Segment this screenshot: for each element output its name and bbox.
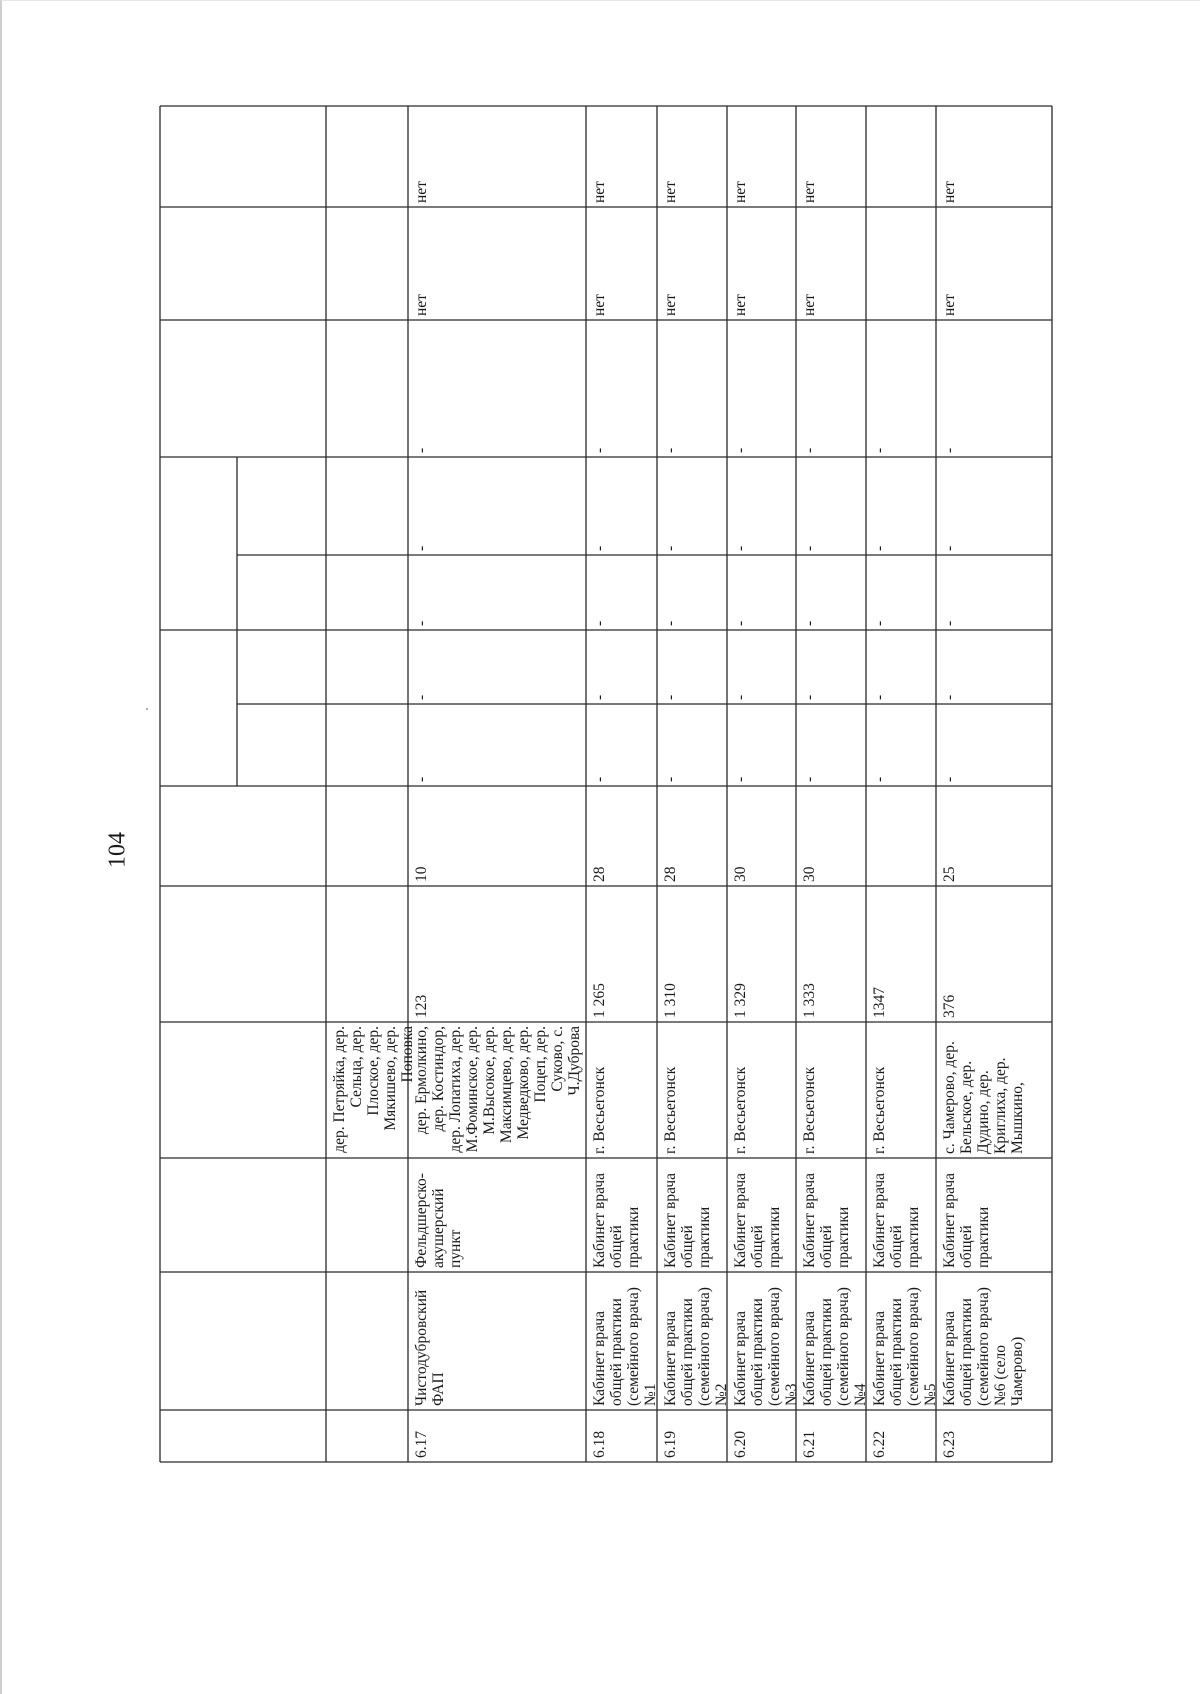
row-3-visits-oms-text: - (662, 694, 679, 700)
row-3-rented-text: нет (662, 294, 679, 316)
row-4-hosp-oms (727, 457, 796, 555)
row-1-settlements (408, 1022, 586, 1158)
header-type (160, 1158, 326, 1272)
row-4-settlements (727, 1022, 796, 1158)
row-4-capacity-text: 30 (732, 866, 749, 882)
row-5-hosp-oms-text: - (801, 545, 818, 551)
page-number-text: 104 (104, 832, 131, 868)
header-num (160, 1410, 326, 1462)
row-2-visits-total (586, 704, 657, 786)
row-5-num (796, 1410, 866, 1462)
row-7-hosp-oms (936, 457, 1052, 555)
row-7-beds (936, 320, 1052, 457)
row-1-beds (408, 320, 586, 457)
header-visits-total (237, 704, 326, 786)
row-1-rented-text: нет (413, 294, 430, 316)
row-4-hosp-total-text: - (732, 620, 749, 626)
row-7-visits-oms-text: - (941, 694, 958, 700)
row-3-hosp-oms (657, 457, 727, 555)
row-4-population-text: 1 329 (732, 983, 749, 1018)
row-4-rented-text: нет (732, 294, 749, 316)
row-3-hosp-total-text: - (662, 620, 679, 626)
row-5-beds-text: - (801, 447, 818, 453)
row-0-repair (326, 106, 408, 207)
row-7-name (936, 1272, 1052, 1410)
row-1-capacity (408, 786, 586, 886)
row-7-visits-total (936, 704, 1052, 786)
row-6-settlements (866, 1022, 936, 1158)
row-6-repair (866, 106, 936, 207)
row-3-rented (657, 207, 727, 320)
row-0-capacity (326, 786, 408, 886)
row-1-rented (408, 207, 586, 320)
row-7-beds-text: - (941, 447, 958, 453)
row-7-type-text: Кабинет врача общей практики (941, 1172, 992, 1268)
row-7-population-text: 376 (941, 994, 958, 1018)
row-3-visits-total (657, 704, 727, 786)
row-5-visits-total (796, 704, 866, 786)
row-0-hosp-total (326, 555, 408, 630)
row-3-settlements (657, 1022, 727, 1158)
row-7-hosp-oms-text: - (941, 545, 958, 551)
row-5-hosp-total (796, 555, 866, 630)
row-2-capacity (586, 786, 657, 886)
row-4-population (727, 886, 796, 1022)
row-3-hosp-oms-text: - (662, 545, 679, 551)
row-4-type (727, 1158, 796, 1272)
row-4-type-text: Кабинет врача общей практики (732, 1172, 783, 1268)
row-0-rented (326, 207, 408, 320)
row-0-hosp-oms (326, 457, 408, 555)
row-5-rented-text: нет (801, 294, 818, 316)
row-5-beds (796, 320, 866, 457)
row-6-rented (866, 207, 936, 320)
row-3-beds (657, 320, 727, 457)
row-7-num-text: 6.23 (941, 1430, 958, 1458)
row-1-population-text: 123 (413, 994, 430, 1018)
row-5-repair (796, 106, 866, 207)
row-2-hosp-oms-text: - (591, 545, 608, 551)
row-6-visits-total-text: - (871, 776, 888, 782)
row-7-capacity-text: 25 (941, 866, 958, 882)
row-2-num-text: 6.18 (591, 1430, 608, 1458)
row-3-population-text: 1 310 (662, 983, 679, 1018)
row-4-visits-oms (727, 630, 796, 704)
row-2-repair (586, 106, 657, 207)
row-3-num-text: 6.19 (662, 1430, 679, 1458)
row-4-capacity (727, 786, 796, 886)
row-5-num-text: 6.21 (801, 1430, 818, 1458)
row-6-visits-oms (866, 630, 936, 704)
header-visits (160, 630, 237, 786)
row-1-repair-text: нет (413, 181, 430, 203)
row-4-rented (727, 207, 796, 320)
row-4-repair-text: нет (732, 181, 749, 203)
scan-speck (146, 708, 148, 710)
row-4-beds-text: - (732, 447, 749, 453)
row-3-visits-oms (657, 630, 727, 704)
row-2-beds (586, 320, 657, 457)
row-6-name (866, 1272, 939, 1410)
row-4-repair (727, 106, 796, 207)
row-5-settlements-text: г. Весьегонск (801, 1066, 818, 1154)
row-0-settlements-text: дер. Петряйка, дер. Сельца, дер. Плоское, дер. Мякишево, дер. Поповка (331, 1026, 416, 1153)
row-6-beds-text: - (871, 447, 888, 453)
row-1-beds-text: - (413, 447, 430, 453)
row-2-hosp-total (586, 555, 657, 630)
row-1-num-text: 6.17 (413, 1430, 430, 1458)
header-hosp (160, 457, 237, 630)
row-2-capacity-text: 28 (591, 866, 608, 882)
row-0-population (326, 886, 408, 1022)
row-2-settlements (586, 1022, 657, 1158)
row-1-repair (408, 106, 586, 207)
row-4-num-text: 6.20 (732, 1430, 749, 1458)
row-1-type-text: Фельдшерско-акушерский пункт (413, 1173, 464, 1268)
row-4-hosp-oms-text: - (732, 545, 749, 551)
row-0-beds (326, 320, 408, 457)
row-6-type-text: Кабинет врача общей практики (871, 1172, 922, 1268)
row-6-hosp-total-text: - (871, 620, 888, 626)
row-2-type-text: Кабинет врача общей практики (591, 1172, 642, 1268)
row-1-population (408, 886, 586, 1022)
row-6-hosp-oms (866, 457, 936, 555)
row-3-repair (657, 106, 727, 207)
row-3-capacity-text: 28 (662, 866, 679, 882)
row-3-settlements-text: г. Весьегонск (662, 1066, 679, 1154)
header-capacity (160, 786, 326, 886)
header-rented (160, 207, 326, 320)
row-7-num (936, 1410, 1052, 1462)
row-1-visits-total (408, 704, 586, 786)
row-1-num (408, 1410, 586, 1462)
row-5-rented (796, 207, 866, 320)
row-7-rented-text: нет (941, 294, 958, 316)
row-2-type (586, 1158, 657, 1272)
row-5-visits-oms (796, 630, 866, 704)
row-7-capacity (936, 786, 1052, 886)
row-7-visits-total-text: - (941, 776, 958, 782)
row-2-visits-oms (586, 630, 657, 704)
row-6-beds (866, 320, 936, 457)
row-7-hosp-total-text: - (941, 620, 958, 626)
row-5-capacity (796, 786, 866, 886)
row-3-visits-total-text: - (662, 776, 679, 782)
row-5-settlements (796, 1022, 866, 1158)
row-2-visits-oms-text: - (591, 694, 608, 700)
row-5-population-text: 1 333 (801, 983, 818, 1018)
row-4-visits-total-text: - (732, 776, 749, 782)
row-0-num (326, 1410, 408, 1462)
row-4-name (727, 1272, 800, 1410)
row-1-name (408, 1272, 586, 1410)
row-0-settlements (326, 1022, 416, 1158)
row-1-capacity-text: 10 (413, 866, 430, 882)
row-5-name-text: Кабинет врача общей практики (семейного врача) №4 (801, 1287, 869, 1406)
row-0-name (326, 1272, 408, 1410)
row-4-hosp-total (727, 555, 796, 630)
header-beds (160, 320, 326, 457)
row-2-hosp-oms (586, 457, 657, 555)
row-7-visits-oms (936, 630, 1052, 704)
header-settlements (160, 1022, 326, 1158)
row-3-capacity (657, 786, 727, 886)
row-5-type (796, 1158, 866, 1272)
header-visits-oms (237, 630, 326, 704)
row-7-repair (936, 106, 1052, 207)
row-1-settlements-text: дер. Ермолкино, дер. Костиндор, дер. Лопатиха, дер. М.Фоминское, дер. М.Высокое, дер. Максимцево, дер. Медведково, дер. Поцеп, дер. Суково, с. Ч.Дуброва (413, 1026, 583, 1153)
row-1-hosp-total (408, 555, 586, 630)
row-6-population (866, 886, 936, 1022)
row-5-type-text: Кабинет врача общей практики (801, 1172, 852, 1268)
row-7-type (936, 1158, 1052, 1272)
row-2-population-text: 1 265 (591, 983, 608, 1018)
header-name (160, 1272, 326, 1410)
row-1-visits-total-text: - (413, 776, 430, 782)
row-3-type (657, 1158, 727, 1272)
row-6-visits-total (866, 704, 936, 786)
row-7-population (936, 886, 1052, 1022)
row-6-visits-oms-text: - (871, 694, 888, 700)
row-3-num (657, 1410, 727, 1462)
row-1-type (408, 1158, 586, 1272)
row-7-settlements (936, 1022, 1052, 1158)
row-4-visits-oms-text: - (732, 694, 749, 700)
row-2-rented (586, 207, 657, 320)
row-4-visits-total (727, 704, 796, 786)
row-2-hosp-total-text: - (591, 620, 608, 626)
row-2-beds-text: - (591, 447, 608, 453)
row-2-repair-text: нет (591, 181, 608, 203)
row-6-type (866, 1158, 936, 1272)
row-6-hosp-total (866, 555, 936, 630)
header-repair (160, 106, 326, 207)
row-5-visits-oms-text: - (801, 694, 818, 700)
row-5-repair-text: нет (801, 181, 818, 203)
row-3-population (657, 886, 727, 1022)
row-6-settlements-text: г. Весьегонск (871, 1066, 888, 1154)
row-2-rented-text: нет (591, 294, 608, 316)
row-0-visits-oms (326, 630, 408, 704)
row-2-visits-total-text: - (591, 776, 608, 782)
row-4-beds (727, 320, 796, 457)
row-1-visits-oms-text: - (413, 694, 430, 700)
row-5-hosp-oms (796, 457, 866, 555)
row-1-visits-oms (408, 630, 586, 704)
row-7-hosp-total (936, 555, 1052, 630)
row-2-settlements-text: г. Весьегонск (591, 1066, 608, 1154)
row-1-hosp-total-text: - (413, 620, 430, 626)
row-6-population-text: 1347 (871, 987, 888, 1018)
header-population (160, 886, 326, 1022)
row-6-name-text: Кабинет врача общей практики (семейного врача) №5 (871, 1287, 939, 1406)
row-5-population (796, 886, 866, 1022)
row-2-num (586, 1410, 657, 1462)
row-0-type (326, 1158, 408, 1272)
row-4-num (727, 1410, 796, 1462)
row-3-name-text: Кабинет врача общей практики (семейного врача) №2 (662, 1287, 730, 1406)
row-6-num (866, 1410, 936, 1462)
row-5-capacity-text: 30 (801, 866, 818, 882)
row-5-visits-total-text: - (801, 776, 818, 782)
row-7-rented (936, 207, 1052, 320)
row-2-name (586, 1272, 657, 1410)
row-0-visits-total (326, 704, 408, 786)
row-4-name-text: Кабинет врача общей практики (семейного врача) №3 (732, 1287, 800, 1406)
row-3-repair-text: нет (662, 181, 679, 203)
row-3-type-text: Кабинет врача общей практики (662, 1172, 713, 1268)
row-3-beds-text: - (662, 447, 679, 453)
row-5-hosp-total-text: - (801, 620, 818, 626)
row-7-repair-text: нет (941, 181, 958, 203)
header-hosp-oms (237, 457, 326, 555)
row-5-name (796, 1272, 869, 1410)
row-2-name-text: Кабинет врача общей практики (семейного врача) №1 (591, 1287, 659, 1406)
row-1-hosp-oms-text: - (413, 545, 430, 551)
row-3-hosp-total (657, 555, 727, 630)
row-7-name-text: Кабинет врача общей практики (семейного врача) №6 (село Чамерово) (941, 1287, 1026, 1406)
row-6-hosp-oms-text: - (871, 545, 888, 551)
row-1-hosp-oms (408, 457, 586, 555)
row-6-capacity (866, 786, 936, 886)
header-hosp-total (237, 555, 326, 630)
row-3-name (657, 1272, 730, 1410)
row-1-name-text: Чистодубровский ФАП (413, 1289, 447, 1406)
row-4-settlements-text: г. Весьегонск (732, 1066, 749, 1154)
row-7-settlements-text: с. Чамерово, дер. Бельское, дер. Дудино, дер. Криглиха, дер. Мышкино, (941, 1041, 1026, 1154)
row-6-num-text: 6.22 (871, 1430, 888, 1458)
row-2-population (586, 886, 657, 1022)
